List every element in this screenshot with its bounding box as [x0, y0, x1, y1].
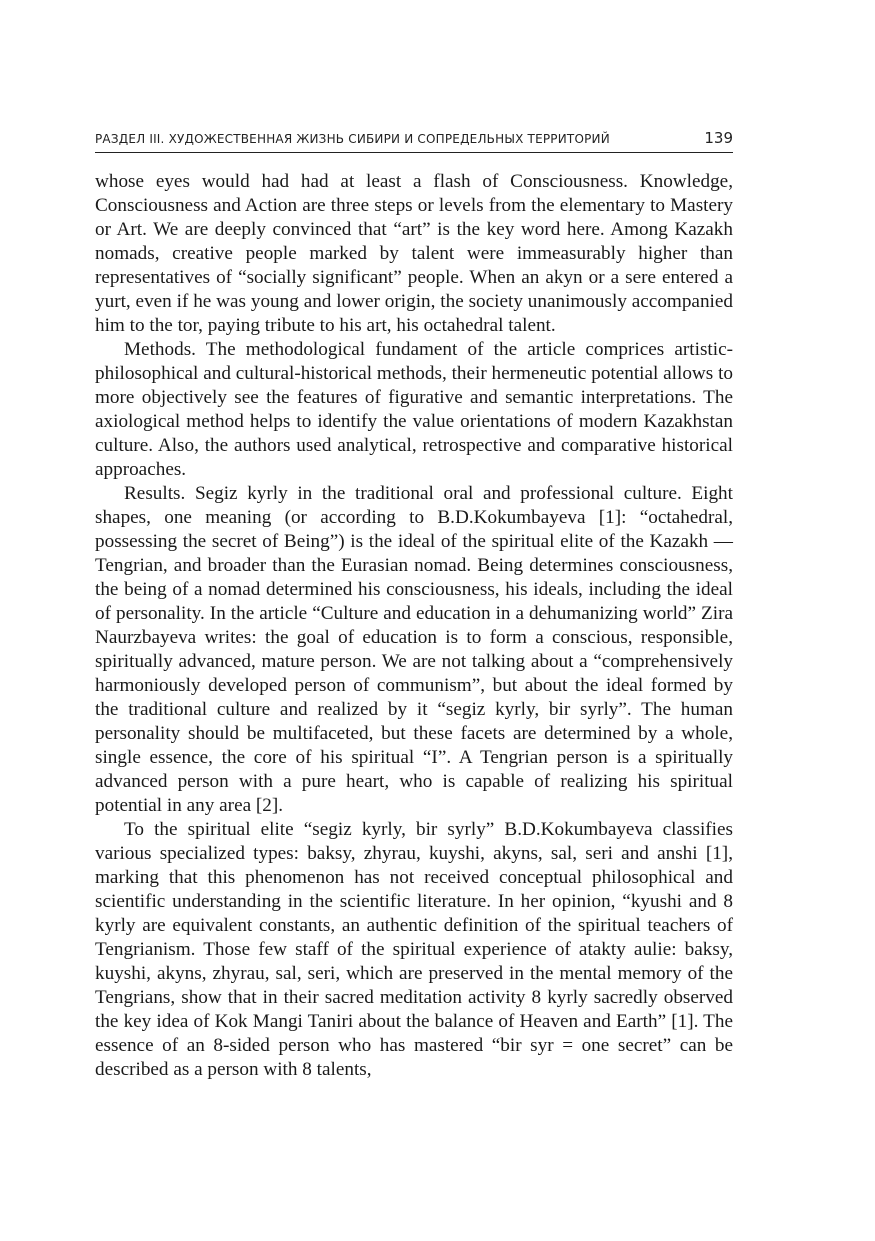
paragraph-results: Results. Segiz kyrly in the traditional oral and professional culture. Eight shapes, one meaning (or according to B.D.Kokumbayeva [1]: “octahedral, possessing the secret of Being”) is the ideal of the spiritual elite of the Kazakh — Tengrian, and broader than the Eurasian nomad. Being determines consciousness, the being of a nomad determined his consciousness, his ideals, including the ideal of personality. In the article “Culture and education in a dehumanizing world” Zira Naurzbayeva writes: the goal of education is to form a conscious, responsible, spiritually advanced, mature person. We are not talking about a “comprehensively harmoniously developed person of communism”, but about the ideal formed by the traditional culture and realized by it “segiz kyrly, bir syrly”. The human personality should be multifaceted, but these facets are determined by a whole, single essence, the core of his spiritual “I”. A Tengrian person is a spiritually advanced person with a pure heart, who is capable of realizing his spiritual potential in any area [2].: [95, 483, 733, 816]
running-head-title: РАЗДЕЛ III. ХУДОЖЕСТВЕННАЯ ЖИЗНЬ СИБИРИ И СОПРЕДЕЛЬНЫХ ТЕРРИТОРИЙ: [95, 132, 610, 146]
paragraph-methods: Methods. The methodological fundament of the article comprices artistic-philosophical and cultural-historical methods, their hermeneutic potential allows to more objectively see the features of figurative and semantic interpretations. The axiological method helps to identify the value orientations of modern Kazakhstan culture. Also, the authors used analytical, retrospective and comparative historical approaches.: [95, 339, 733, 480]
page-number: 139: [704, 129, 733, 147]
paragraph-spiritual-elite: To the spiritual elite “segiz kyrly, bir syrly” B.D.Kokumbayeva classifies various specialized types: baksy, zhyrau, kuyshi, akyns, sal, seri and anshi [1], marking that this phenomenon has not received conceptual philosophical and scientific understanding in the scientific literature. In her opinion, “kyushi and 8 kyrly are equivalent constants, an authentic definition of the spiritual teachers of Tengrianism. Those few staff of the spiritual experience of atakty aulie: baksy, kuyshi, akyns, zhyrau, sal, seri, which are preserved in the mental memory of the Tengrians, show that in their sacred meditation activity 8 kyrly sacredly observed the key idea of Kok Mangi Taniri about the balance of Heaven and Earth” [1]. The essence of an 8-sided person who has mastered “bir syr = one secret” can be described as a person with 8 talents,: [95, 819, 733, 1080]
running-header: [95, 128, 733, 153]
paragraph-continuation: whose eyes would had had at least a flash of Consciousness. Knowledge, Consciousness and Action are three steps or levels from the elementary to Mastery or Art. We are deeply convinced that “art” is the key word here. Among Kazakh nomads, creative people marked by talent were immeasurably higher than representatives of “socially significant” people. When an akyn or a sere entered a yurt, even if he was young and lower origin, the society unanimously accompanied him to the tor, paying tribute to his art, his octahedral talent.: [95, 171, 733, 336]
body-text: [95, 170, 733, 1082]
